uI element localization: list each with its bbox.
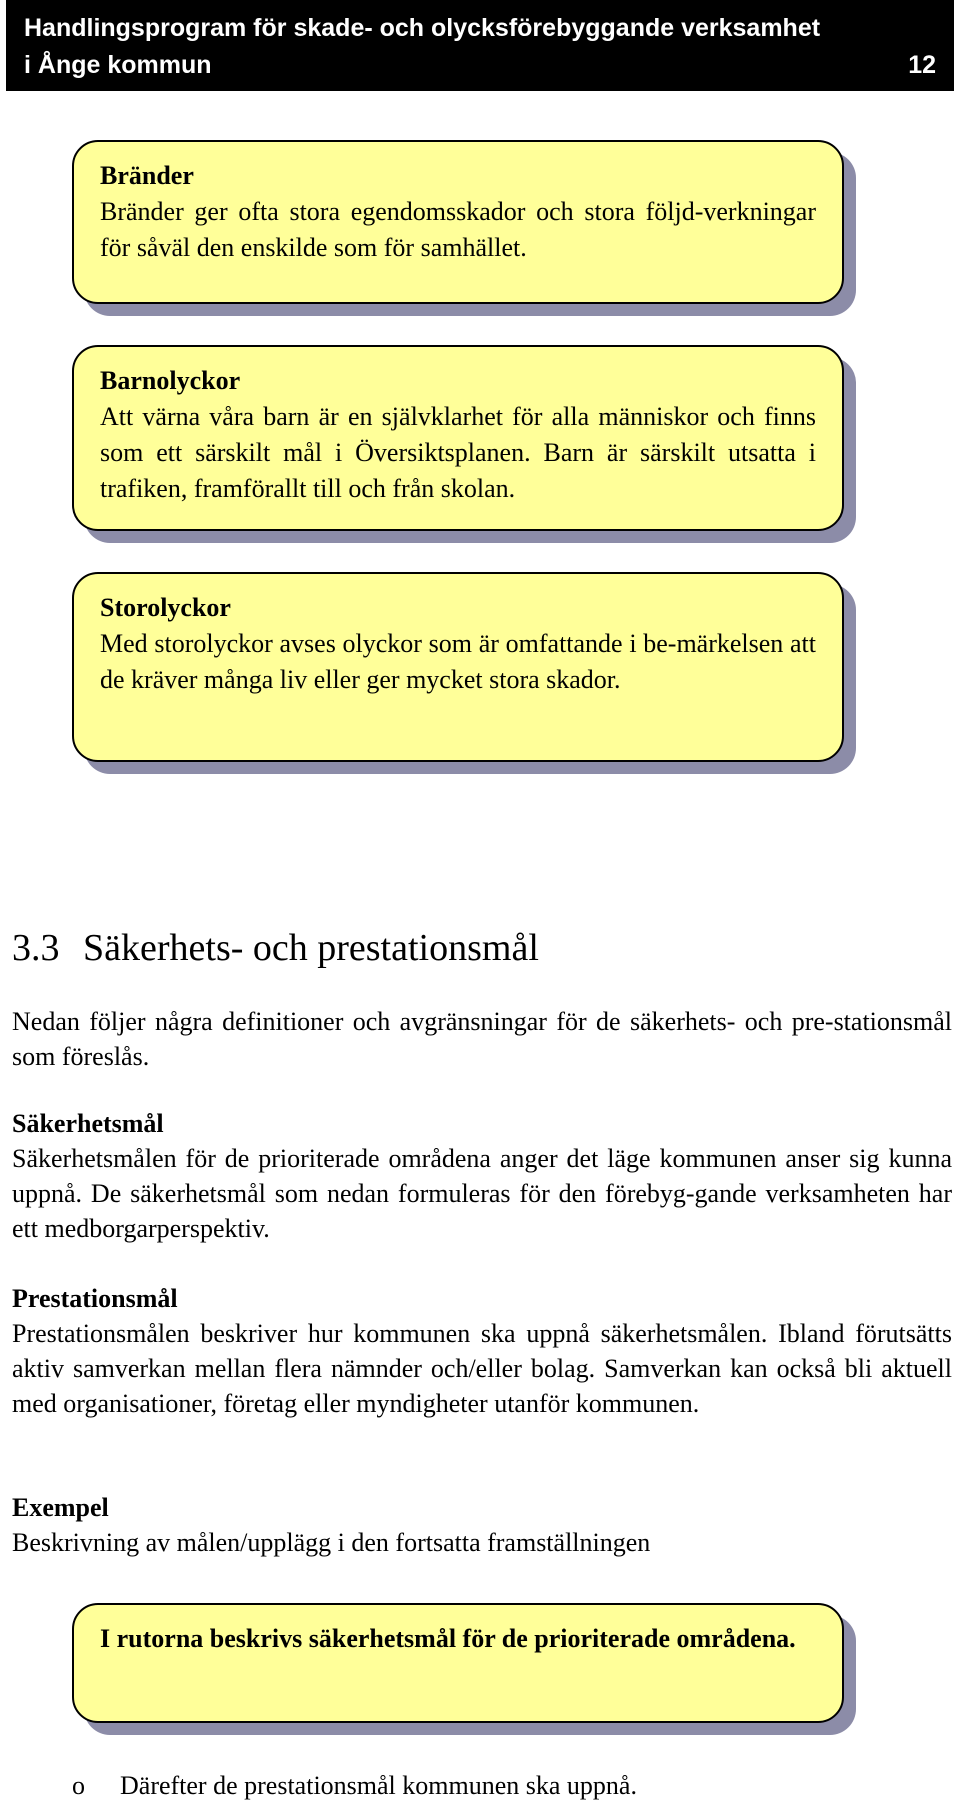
box-text: Att värna våra barn är en självklarhet för alla människor och finns som ett särskilt mål i Översiktsplanen. Barn är särskilt utsatta i trafiken, framförallt till och från skolan. (100, 402, 816, 503)
example-box-text: I rutorna beskrivs säkerhetsmål för de prioriterade områdena. (100, 1624, 796, 1653)
section-intro (12, 1004, 952, 1074)
subsection-sakerhetsmal (12, 1106, 952, 1246)
subsection-text: Beskrivning av målen/upplägg i den fortsatta framställningen (12, 1528, 651, 1557)
bullet-mark: o (72, 1771, 85, 1800)
subsection-heading: Prestationsmål (12, 1284, 178, 1313)
header-title-line1: Handlingsprogram för skade- och olycksförebyggande verksamhet (24, 14, 821, 42)
section-number: 3.3 (12, 927, 60, 969)
box-text: Bränder ger ofta stora egendomsskador och stora följd-verkningar för såväl den enskilde som för samhället. (100, 197, 816, 262)
page-number: 12 (908, 51, 936, 79)
bullet-item (72, 1768, 637, 1804)
info-box-brander (72, 140, 844, 304)
subsection-text: Säkerhetsmålen för de prioriterade områdena anger det läge kommunen anser sig kunna uppnå. De säkerhetsmål som nedan formuleras för den förebyg-gande verksamheten har ett medborgarperspektiv. (12, 1144, 952, 1243)
box-text: Med storolyckor avses olyckor som är omfattande i be-märkelsen att de kräver många liv eller ger mycket stora skador. (100, 629, 816, 694)
bullet-text: Därefter de prestationsmål kommunen ska uppnå. (120, 1771, 637, 1800)
subsection-prestationsmal (12, 1281, 952, 1421)
example-box (72, 1603, 844, 1723)
page-header (6, 0, 954, 91)
box-title: Storolyckor (100, 593, 231, 622)
info-box-barnolyckor (72, 345, 844, 531)
header-title-line2: i Ånge kommun (24, 51, 212, 79)
subsection-exempel (12, 1490, 952, 1560)
section-title: Säkerhets- och prestationsmål (83, 927, 539, 969)
subsection-heading: Exempel (12, 1493, 109, 1522)
info-box-storolyckor (72, 572, 844, 762)
subsection-heading: Säkerhetsmål (12, 1109, 164, 1138)
box-title: Barnolyckor (100, 366, 241, 395)
section-heading (12, 924, 539, 972)
intro-paragraph: Nedan följer några definitioner och avgränsningar för de säkerhets- och pre-stationsmål som föreslås. (12, 1007, 952, 1071)
box-title: Bränder (100, 161, 194, 190)
subsection-text: Prestationsmålen beskriver hur kommunen ska uppnå säkerhetsmålen. Ibland förutsätts aktiv samverkan mellan flera nämnder och/eller bolag. Samverkan kan också bli aktuell med organisationer, företag eller myndigheter utanför kommunen. (12, 1319, 952, 1418)
